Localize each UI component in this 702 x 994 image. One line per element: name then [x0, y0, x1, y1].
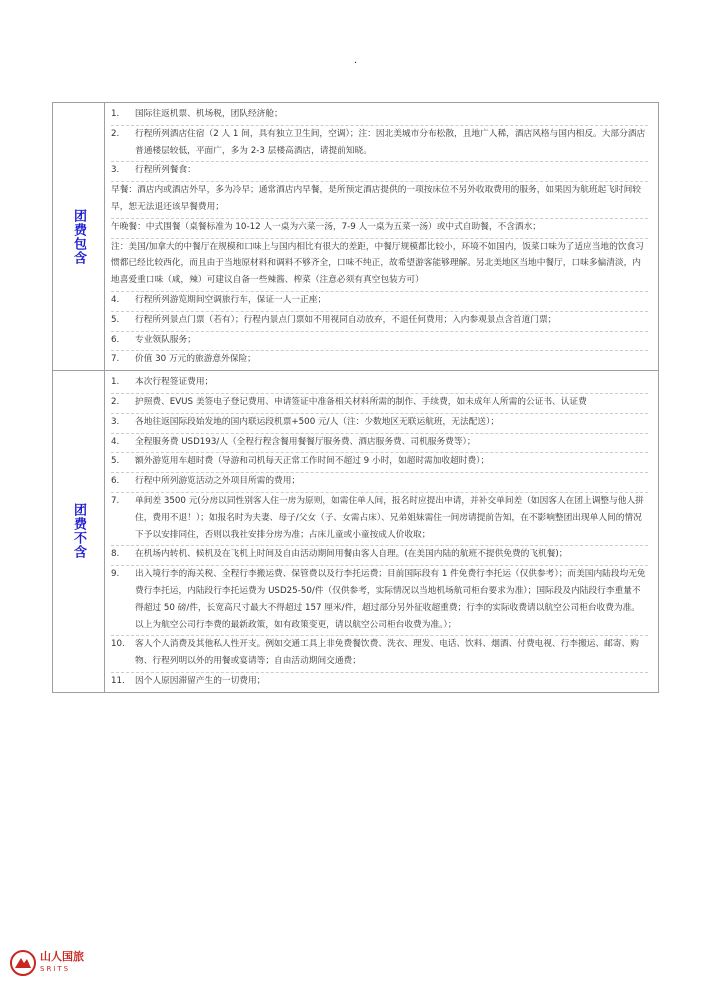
item-text: 客人个人消费及其他私人性开支。例如交通工具上非免费餐饮费、洗衣、理发、电话、饮料、烟酒、付费电视、行李搬运、邮寄、购物、行程列明以外的用餐或宴请等；自由活动期间交通费；	[135, 639, 639, 667]
item-text: 行程中所列游览活动之外项目所需的费用；	[135, 476, 301, 487]
item-text: 护照费、EVUS 美签电子登记费用、申请签证中准备相关材料所需的制作、手续费，如未成年人所需的公证书、认证费	[135, 396, 587, 407]
excluded-label-cell	[53, 371, 105, 692]
item-number: 5.	[111, 314, 120, 325]
item-number: 1.	[111, 109, 120, 119]
item-number: 2.	[111, 396, 120, 407]
excluded-label: 团费不含	[71, 503, 86, 560]
included-section	[53, 103, 658, 370]
item-number: 3.	[111, 416, 120, 427]
item-text: 行程所列游览期间空调旅行车，保证一人一正座；	[135, 294, 327, 305]
list-item	[111, 126, 648, 160]
list-item	[111, 374, 648, 391]
page-dot: .	[354, 55, 358, 66]
item-text: 本次行程签证费用；	[135, 377, 214, 388]
item-number: 6.	[111, 476, 120, 487]
fee-table	[52, 102, 659, 693]
mountain-logo-icon	[10, 950, 36, 976]
list-item	[111, 106, 648, 123]
list-item	[111, 636, 648, 670]
list-item	[111, 312, 648, 329]
item-text: 全程服务费 USD193/人（全程行程含餐用餐餐厅服务费、酒店服务费、司机服务费等）；	[135, 436, 476, 447]
list-item	[111, 473, 648, 490]
list-item	[111, 566, 648, 633]
brand-logo	[10, 950, 84, 976]
item-number: 11.	[111, 675, 125, 686]
item-text: 单间差 3500 元(分房以同性别客人住一房为原则，如需住单人间，报名时应提出申请，并补交单间差（如因客人在团上调整与他人拼住，费用不退！）；如报名时为夫妻、母子/父女（子、女需占床）、兄弟姐妹需住一间房请提前告知，在不影响整团出现单人间的情况下予以安排同住，否则以我社安排分房为准；占床儿童或小童按成人价收取；	[135, 495, 644, 540]
list-item	[111, 414, 648, 431]
list-item	[111, 351, 648, 368]
item-text: 早餐：酒店内或酒店外早，多为冷早；通常酒店内早餐，是所预定酒店提供的一项按床位不另外收取费用的服务，如果因为航班起飞时间较早，恕无法退还该早餐费用；	[111, 185, 641, 212]
list-item	[111, 219, 648, 236]
item-text: 国际往返机票、机场税，团队经济舱；	[135, 109, 283, 119]
list-item	[111, 182, 648, 216]
item-text: 各地往返国际段始发地的国内联运段机票+500 元/人（注：少数地区无联运航班，无法配送）；	[135, 416, 500, 427]
list-item	[111, 546, 648, 563]
item-number: 4.	[111, 436, 120, 447]
list-item	[111, 673, 648, 690]
item-number: 5.	[111, 456, 120, 467]
item-number: 6.	[111, 334, 120, 345]
item-text: 价值 30 万元的旅游意外保险；	[135, 354, 256, 365]
included-label: 团费包含	[71, 208, 86, 265]
logo-cn-text: 山人国旅	[40, 950, 84, 963]
item-number: 7.	[111, 495, 120, 506]
item-number: 8.	[111, 549, 120, 560]
item-text: 行程所列餐食：	[135, 165, 196, 176]
item-text: 专业领队服务；	[135, 334, 196, 345]
item-text: 午晚餐：中式围餐（桌餐标准为 10-12 人一桌为六菜一汤，7-9 人一桌为五菜一汤）或中式自助餐，不含酒水；	[111, 221, 541, 232]
list-item	[111, 292, 648, 309]
item-number: 7.	[111, 354, 120, 365]
item-text: 额外游览用车超时费（导游和司机每天正常工作时间不超过 9 小时，如超时需加收超时费）；	[135, 456, 490, 467]
item-text: 出入境行李的海关税、全程行李搬运费、保管费以及行李托运费；目前国际段有 1 件免费行李托运（仅供参考）；而美国内陆段均无免费行李托运，内陆段行李托运费为 USD25-50/件（仅供参考，实际情况以当地机场航司柜台要求为准）；国际段及内陆段行李重量不得超过 50 磅/件，长宽高尺寸最大不得超过 157 厘米/件，超过部分另外征收超重费；行李的实际收费请以航空公司柜台收费为准。以上为航空公司行李费的最新政策，如有政策变更，请以航空公司柜台收费为准。）；	[135, 569, 646, 630]
list-item	[111, 394, 648, 411]
item-number: 4.	[111, 294, 120, 305]
logo-en-text: SRITS	[40, 965, 71, 973]
item-text: 注：美国/加拿大的中餐厅在规模和口味上与国内相比有很大的差距，中餐厅规模都比较小，环境不如国内，饭菜口味为了适应当地的饮食习惯都已经比较西化，而且由于当地原材料和调料不够齐全，口味不纯正，故希望游客能够理解。另北美地区当地中餐厅，口味多偏清淡，内地喜爱重口味（咸，辣）可建议自备一些辣酱、榨菜（注意必须有真空包装方可）	[111, 241, 644, 286]
item-number: 9.	[111, 569, 120, 580]
list-item	[111, 332, 648, 349]
item-text: 因个人原因滞留产生的一切费用；	[135, 675, 266, 686]
included-label-cell	[53, 103, 105, 370]
list-item	[111, 239, 648, 289]
included-list	[105, 103, 658, 370]
item-text: 行程所列景点门票（若有）；行程内景点门票如不用视同自动放弃，不退任何费用；入内参观景点含首道门票；	[135, 314, 557, 325]
item-number: 3.	[111, 165, 120, 176]
list-item	[111, 162, 648, 179]
list-item	[111, 453, 648, 470]
excluded-section	[53, 370, 658, 692]
item-text: 行程所列酒店住宿（2 人 1 间，具有独立卫生间，空调）；注：因北美城市分布松散，且地广人稀，酒店风格与国内相反。大部分酒店普通楼层较低，平面广，多为 2-3 层楼高酒店，请提前知晓。	[135, 128, 646, 156]
list-item	[111, 434, 648, 451]
item-text: 在机场内转机、候机及在飞机上时间及自由活动期间用餐由客人自理。(在美国内陆的航班不提供免费的飞机餐)；	[135, 549, 568, 560]
excluded-list	[105, 371, 658, 692]
item-number: 2.	[111, 128, 120, 139]
list-item	[111, 493, 648, 543]
item-number: 10.	[111, 639, 125, 650]
item-number: 1.	[111, 377, 120, 388]
